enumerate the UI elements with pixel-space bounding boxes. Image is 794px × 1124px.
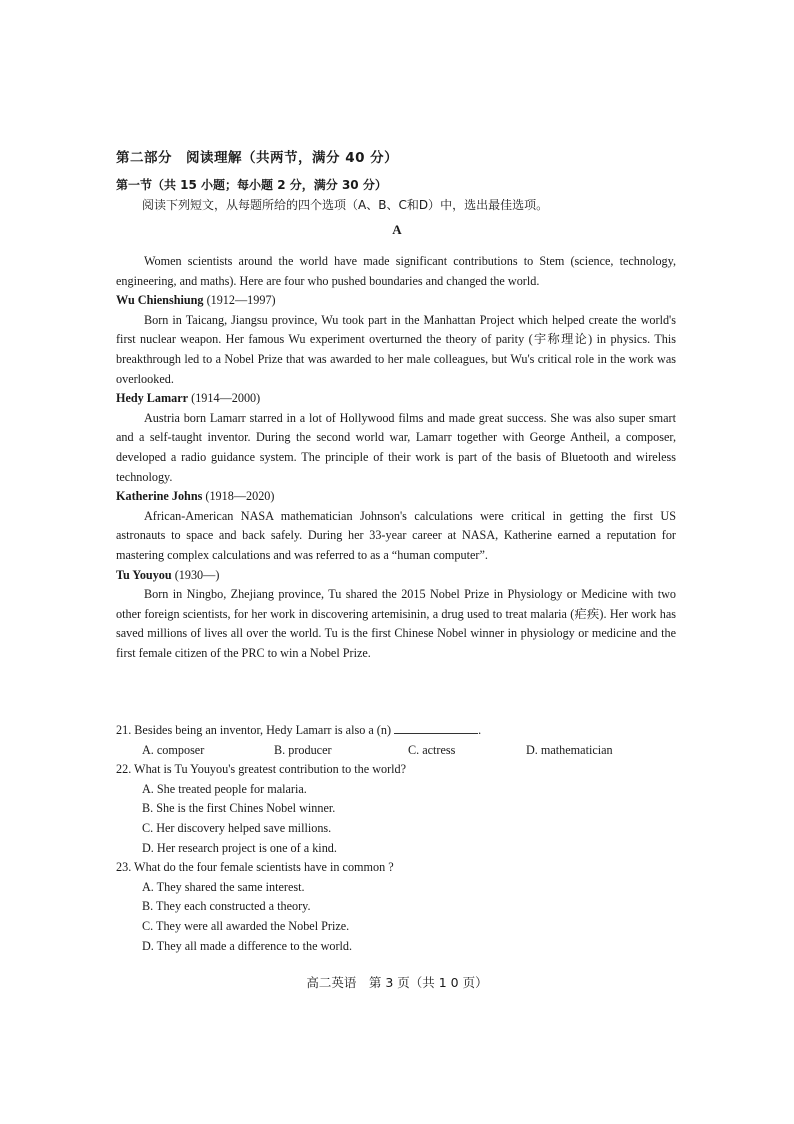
scientist-dates: (1914—2000) — [191, 391, 261, 406]
option: A. They shared the same interest. — [142, 879, 305, 894]
scientist-text: Born in Ningbo, Zhejiang province, Tu shared the 2015 Nobel Prize in Physiology or Medicine with two other foreign scientists, for her work in discovering artemisinin, a drug used to treat malaria (疟疾). Her work has saved millions of lives all over the world. Tu is the first Chinese Nobel winner in physiology or medicine and the first female citizen of the PRC to win a Nobel Prize. — [116, 587, 676, 660]
part-title: 第二部分 阅读理解（共两节，满分 40 分） — [116, 150, 399, 166]
passage-letter: A — [392, 222, 402, 237]
option: B. She is the first Chines Nobel winner. — [142, 801, 336, 816]
scientist-dates: (1912—1997) — [206, 293, 276, 308]
option-row — [116, 741, 676, 761]
scientist-heading — [116, 487, 676, 507]
option: B. producer — [274, 742, 332, 757]
passage-body — [116, 252, 676, 663]
scientist-dates: (1918—2020) — [205, 489, 275, 504]
question-stem: 23. What do the four female scientists have in common ? — [116, 860, 394, 875]
question-end: . — [478, 723, 482, 737]
scientist-heading — [116, 291, 676, 311]
scientist-heading — [116, 389, 676, 409]
option: C. They were all awarded the Nobel Prize. — [142, 918, 350, 933]
scientist-text: African-American NASA mathematician Johnson's calculations were critical in getting the first US astronauts to space and back safely. During her 33-year career at NASA, Katherine earned a reputation for mastering complex calculations and was referred to as a “human computer”. — [116, 508, 676, 562]
option: D. They all made a difference to the world. — [142, 938, 353, 953]
option: A. She treated people for malaria. — [142, 781, 307, 796]
option: D. mathematician — [526, 742, 613, 757]
page-footer: 高二英语 第 3 页（共 1 0 页） — [306, 975, 488, 990]
question-stem: 22. What is Tu Youyou's greatest contribution to the world? — [116, 762, 407, 777]
option: C. Her discovery helped save millions. — [142, 820, 332, 835]
scientist-name: Hedy Lamarr — [116, 391, 189, 406]
scientist-dates: (1930—) — [174, 567, 220, 582]
scientist-name: Tu Youyou — [116, 567, 172, 582]
instructions: 阅读下列短文，从每题所给的四个选项（A、B、C和D）中，选出最佳选项。 — [142, 198, 549, 212]
section-title: 第一节（共 15 小题；每小题 2 分，满分 30 分） — [116, 178, 387, 192]
option: B. They each constructed a theory. — [142, 899, 311, 914]
scientist-text: Born in Taicang, Jiangsu province, Wu took part in the Manhattan Project which helped create the world's first nuclear weapon. Her famous Wu experiment overturned the theory of parity (宇称理论) in physics. This breakthrough led to a Nobel Prize that was awarded to her male colleagues, but Wu's critical role in the work was overlooked. — [116, 312, 676, 386]
option: C. actress — [408, 742, 456, 757]
option: A. composer — [142, 742, 205, 757]
question-stem — [116, 721, 676, 741]
scientist-name: Katherine Johns — [116, 489, 203, 504]
scientist-name: Wu Chienshiung — [116, 293, 204, 308]
scientist-text: Austria born Lamarr starred in a lot of Hollywood films and made great success. She was also super smart and a self-taught inventor. During the second world war, Lamarr together with George Antheil, a composer, developed a radio guidance system. The principle of their work is part of the basis of Bluetooth and wireless technology. — [116, 410, 676, 484]
scientist-heading — [116, 566, 676, 586]
answer-blank — [394, 721, 478, 734]
option: D. Her research project is one of a kind. — [142, 840, 337, 855]
passage-intro: Women scientists around the world have made significant contributions to Stem (science, technology, engineering, and maths). Here are four who pushed boundaries and changed the world. — [116, 254, 676, 288]
question-text: 21. Besides being an inventor, Hedy Lamarr is also a (n) — [116, 723, 392, 737]
question-list — [116, 721, 676, 956]
